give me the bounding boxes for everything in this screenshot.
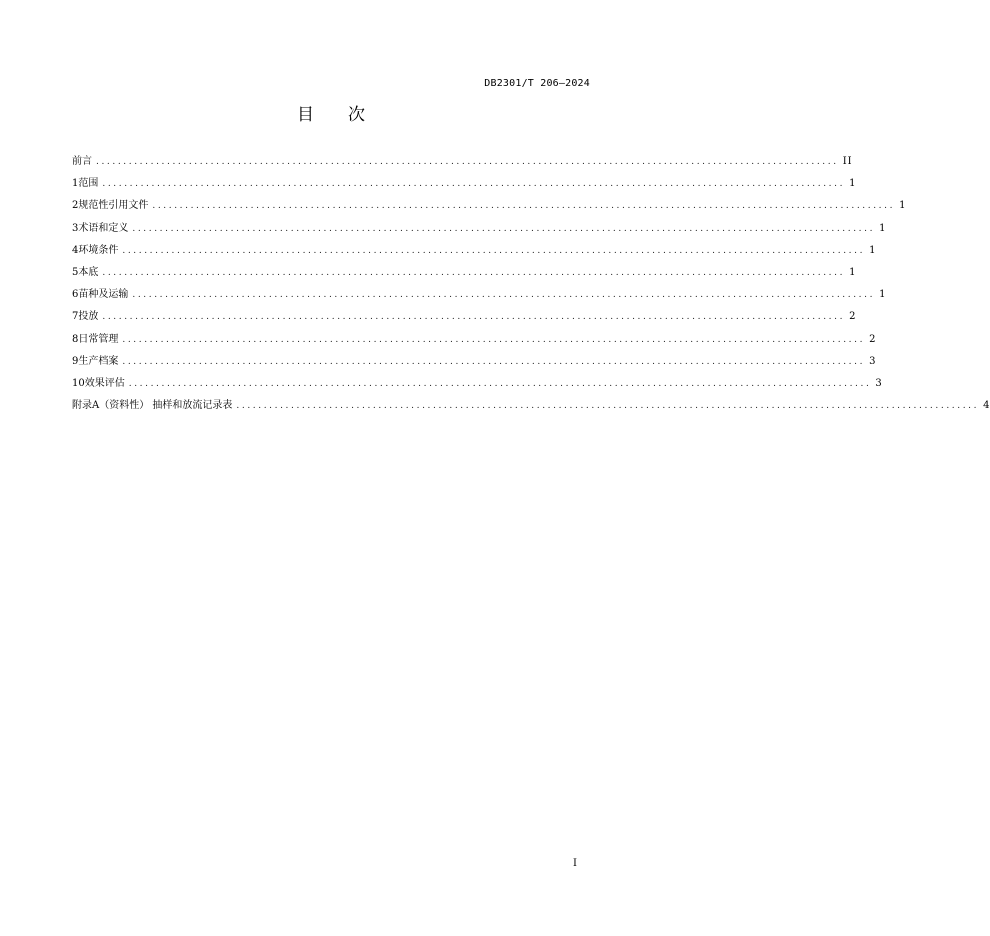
toc-dot-leader: ........................................................................................................................................ bbox=[102, 179, 846, 190]
toc-entry[interactable] bbox=[72, 285, 887, 307]
toc-entry-page: 2 bbox=[849, 311, 857, 323]
toc-entry-page: 1 bbox=[899, 200, 907, 212]
toc-entry[interactable] bbox=[72, 219, 887, 241]
toc-entry-label: 本底 bbox=[78, 266, 99, 278]
toc-entry-page: 4 bbox=[983, 400, 990, 412]
toc-entry-page: 1 bbox=[849, 266, 857, 278]
toc-entry[interactable] bbox=[72, 396, 990, 418]
toc-dot-leader: ........................................................................................................................................ bbox=[122, 334, 866, 345]
toc-entry[interactable] bbox=[72, 152, 853, 174]
toc-entry-number: 9 bbox=[72, 355, 79, 367]
toc-entry-page: 1 bbox=[879, 222, 887, 234]
toc-dot-leader: ........................................................................................................................................ bbox=[96, 157, 839, 167]
toc-entry-label: 范围 bbox=[78, 178, 99, 190]
toc-entry-number: 4 bbox=[72, 244, 79, 256]
toc-entry[interactable] bbox=[72, 263, 857, 285]
toc-entry[interactable] bbox=[72, 241, 877, 263]
toc-entry[interactable] bbox=[72, 330, 877, 352]
toc-dot-leader: ........................................................................................................................................ bbox=[132, 223, 876, 234]
page-title: 目次 bbox=[297, 105, 399, 125]
toc-dot-leader: ........................................................................................................................................ bbox=[128, 378, 872, 389]
toc-entry-number: 10 bbox=[72, 377, 85, 389]
toc-entry-number: 7 bbox=[72, 311, 79, 323]
toc-dot-leader: ........................................................................................................................................ bbox=[102, 267, 846, 278]
toc-dot-leader: ........................................................................................................................................ bbox=[236, 401, 980, 412]
document-code: DB2301/T 206—2024 bbox=[484, 78, 590, 89]
toc-entry-number: 3 bbox=[72, 222, 79, 234]
toc-entry-page: 3 bbox=[869, 355, 877, 367]
toc-entry-label: 前言 bbox=[72, 156, 92, 167]
toc-entry-page: 3 bbox=[875, 377, 883, 389]
toc-entry[interactable] bbox=[72, 307, 857, 329]
toc-entry-label: 规范性引用文件 bbox=[78, 200, 149, 212]
toc-entry-label: 术语和定义 bbox=[78, 222, 129, 234]
toc-dot-leader: ........................................................................................................................................ bbox=[102, 312, 846, 323]
toc-dot-leader: ........................................................................................................................................ bbox=[122, 356, 866, 367]
toc-entry-label: 效果评估 bbox=[84, 377, 125, 389]
table-of-contents bbox=[72, 152, 990, 418]
toc-entry-label: 投放 bbox=[78, 311, 99, 323]
toc-dot-leader: ........................................................................................................................................ bbox=[122, 245, 866, 256]
toc-entry-number: 1 bbox=[72, 178, 79, 190]
toc-entry-label: 生产档案 bbox=[78, 355, 119, 367]
toc-entry[interactable] bbox=[72, 174, 857, 196]
toc-entry-number: 6 bbox=[72, 289, 79, 301]
toc-entry-page: 1 bbox=[869, 244, 877, 256]
toc-entry-label: 附录A（资料性） 抽样和放流记录表 bbox=[72, 400, 233, 412]
toc-dot-leader: ........................................................................................................................................ bbox=[132, 290, 876, 301]
toc-entry-label: 环境条件 bbox=[78, 244, 119, 256]
toc-entry-number: 5 bbox=[72, 266, 79, 278]
toc-entry-number: 2 bbox=[72, 200, 79, 212]
toc-entry[interactable] bbox=[72, 352, 877, 374]
toc-entry-label: 苗种及运输 bbox=[78, 289, 129, 301]
toc-entry[interactable] bbox=[72, 374, 883, 396]
toc-entry-page: II bbox=[842, 156, 853, 167]
toc-dot-leader: ........................................................................................................................................ bbox=[152, 201, 896, 212]
toc-entry-page: 2 bbox=[869, 333, 877, 345]
toc-entry-label: 日常管理 bbox=[78, 333, 119, 345]
toc-entry-number: 8 bbox=[72, 333, 79, 345]
toc-entry[interactable] bbox=[72, 196, 907, 218]
toc-entry-page: 1 bbox=[849, 178, 857, 190]
toc-entry-page: 1 bbox=[879, 289, 887, 301]
page-number: I bbox=[573, 858, 577, 869]
